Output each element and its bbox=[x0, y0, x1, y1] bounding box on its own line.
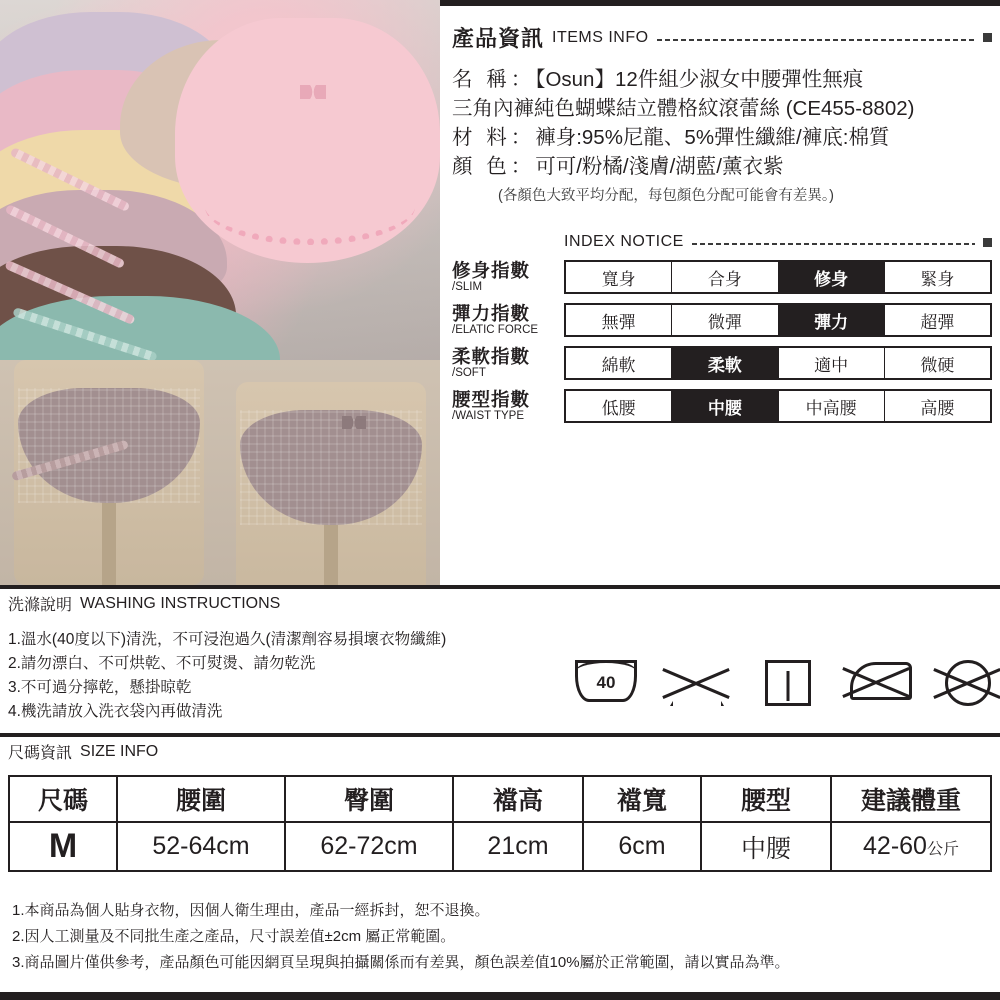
cell-hip: 62-72cm bbox=[285, 822, 453, 871]
index-label-waist bbox=[452, 390, 564, 421]
index-label-soft bbox=[452, 347, 564, 378]
index-label-en: /SLIM bbox=[452, 280, 483, 293]
dotted-rule bbox=[657, 39, 975, 41]
bow-detail-icon bbox=[342, 416, 366, 429]
column-header-size: 尺碼 bbox=[9, 776, 117, 822]
column-header-waist: 腰圍 bbox=[117, 776, 285, 822]
size-table bbox=[8, 775, 992, 872]
index-option-selected: 彈力 bbox=[779, 305, 885, 335]
index-label-elastic bbox=[452, 304, 564, 335]
index-label-zh: 柔軟指數 bbox=[452, 346, 531, 368]
model-side-view bbox=[222, 382, 440, 585]
index-option: 微硬 bbox=[920, 355, 955, 375]
index-notice-title-en: INDEX NOTICE bbox=[564, 233, 684, 251]
footnote-item: 3.商品圖片僅供參考，產品顏色可能因網頁呈現與拍攝關係而有差異，顏色誤差值10%屬於正常範圍，請以實品為準。 bbox=[12, 953, 790, 971]
bow-detail-icon bbox=[300, 85, 326, 99]
index-option: 高腰 bbox=[920, 398, 955, 418]
index-option: 低腰 bbox=[566, 391, 672, 421]
index-option: 微彈 bbox=[672, 305, 778, 335]
washing-header bbox=[8, 592, 992, 615]
color-value: 可可/粉橘/淺膚/湖藍/薰衣紫 bbox=[535, 155, 784, 179]
footnote-item: 1.本商品為個人貼身衣物，因個人衛生理由，產品一經拆封，恕不退換。 bbox=[12, 902, 490, 919]
no-bleach-icon bbox=[670, 660, 732, 708]
cell-weight-value: 42-60 bbox=[863, 832, 927, 860]
cell-weight-unit: 公斤 bbox=[926, 841, 959, 858]
size-title-zh: 尺碼資訊 bbox=[8, 745, 73, 762]
index-row-elastic bbox=[452, 303, 992, 337]
items-info-title-zh: 產品資訊 bbox=[452, 26, 545, 51]
column-header-waist-type: 腰型 bbox=[701, 776, 831, 822]
index-option: 適中 bbox=[779, 348, 885, 378]
index-notice-block bbox=[452, 233, 992, 423]
dotted-rule bbox=[692, 243, 975, 245]
cell-crotch-width: 6cm bbox=[583, 822, 701, 871]
items-info-title-en: ITEMS INFO bbox=[552, 28, 649, 46]
index-label-zh: 彈力指數 bbox=[452, 303, 531, 325]
washing-divider bbox=[0, 585, 1000, 589]
index-option: 綿軟 bbox=[566, 348, 672, 378]
rule-end-square bbox=[983, 33, 992, 42]
washing-instruction-list bbox=[8, 628, 568, 724]
index-option: 合身 bbox=[672, 262, 778, 292]
table-header-row bbox=[9, 776, 991, 822]
cell-weight bbox=[831, 822, 991, 871]
model-front-view bbox=[0, 360, 218, 585]
cell-waist: 52-64cm bbox=[117, 822, 285, 871]
items-info-header bbox=[452, 22, 992, 53]
index-row-soft bbox=[452, 346, 992, 380]
index-label-en: /SOFT bbox=[452, 366, 486, 379]
material-value: 褲身:95%尼龍、5%彈性纖維/褲底:棉質 bbox=[535, 126, 890, 150]
cell-waist-type: 中腰 bbox=[701, 822, 831, 871]
size-title-en: SIZE INFO bbox=[80, 742, 159, 760]
index-label-en: /WAIST TYPE bbox=[452, 409, 524, 422]
index-option: 超彈 bbox=[920, 312, 955, 332]
color-label: 顏 色： bbox=[452, 155, 536, 179]
cell-size: M bbox=[9, 822, 117, 871]
footnotes bbox=[12, 898, 988, 975]
size-info-header bbox=[8, 740, 992, 763]
column-header-crotch-width: 襠寬 bbox=[583, 776, 701, 822]
index-row-slim bbox=[452, 260, 992, 294]
index-option-selected: 中腰 bbox=[672, 391, 778, 421]
index-label-zh: 腰型指數 bbox=[452, 389, 531, 411]
list-item: 4.機洗請放入洗衣袋內再做清洗 bbox=[8, 703, 223, 721]
list-item: 3.不可過分擰乾，懸掛晾乾 bbox=[8, 679, 192, 697]
index-label-en: /ELATIC FORCE bbox=[452, 323, 539, 336]
index-option-selected: 柔軟 bbox=[672, 348, 778, 378]
index-option: 寬身 bbox=[566, 262, 672, 292]
product-photo-model bbox=[0, 360, 440, 585]
color-note: (各顏色大致平均分配，每包顏色分配可能會有差異。) bbox=[498, 188, 834, 205]
index-option: 緊身 bbox=[920, 269, 955, 289]
bottom-divider bbox=[0, 992, 1000, 1000]
column-header-hip: 臀圍 bbox=[285, 776, 453, 822]
washing-title-zh: 洗滌說明 bbox=[8, 597, 73, 614]
no-tumble-dry-icon bbox=[765, 660, 827, 708]
index-label-slim bbox=[452, 261, 564, 292]
footnote-item: 2.因人工測量及不同批生產之產品，尺寸誤差值±2cm 屬正常範圍。 bbox=[12, 927, 456, 945]
product-name-label: 名 稱： bbox=[452, 68, 536, 91]
info-column bbox=[452, 22, 992, 423]
column-header-crotch-height: 襠高 bbox=[453, 776, 583, 822]
table-row bbox=[9, 822, 991, 871]
product-details bbox=[452, 65, 992, 207]
index-option: 中高腰 bbox=[779, 391, 885, 421]
washing-symbols bbox=[575, 660, 995, 720]
index-option: 無彈 bbox=[566, 305, 672, 335]
cell-crotch-height: 21cm bbox=[453, 822, 583, 871]
index-label-zh: 修身指數 bbox=[452, 260, 531, 282]
list-item: 2.請勿漂白、不可烘乾、不可熨燙、請勿乾洗 bbox=[8, 655, 316, 673]
column-header-weight: 建議體重 bbox=[831, 776, 991, 822]
no-dry-clean-icon bbox=[945, 660, 1000, 708]
index-notice-header bbox=[452, 233, 992, 251]
no-iron-icon bbox=[850, 660, 912, 708]
wash-temperature-label: 40 bbox=[596, 673, 616, 692]
material-label: 材 料： bbox=[452, 126, 536, 150]
product-name-line1: 【Osun】12件組少淑女中腰彈性無痕 bbox=[535, 68, 864, 91]
product-name-line2: 三角內褲純色蝴蝶結立體格紋滾蕾絲 (CE455-8802) bbox=[452, 97, 915, 121]
product-photo-colors bbox=[0, 0, 440, 360]
washing-title-en: WASHING INSTRUCTIONS bbox=[80, 594, 281, 612]
rule-end-square bbox=[983, 238, 992, 247]
list-item: 1.溫水(40度以下)清洗，不可浸泡過久(清潔劑容易損壞衣物纖維) bbox=[8, 631, 447, 648]
index-row-waist bbox=[452, 389, 992, 423]
index-option-selected: 修身 bbox=[779, 262, 885, 292]
size-divider bbox=[0, 733, 1000, 737]
wash-40-icon bbox=[575, 660, 637, 708]
